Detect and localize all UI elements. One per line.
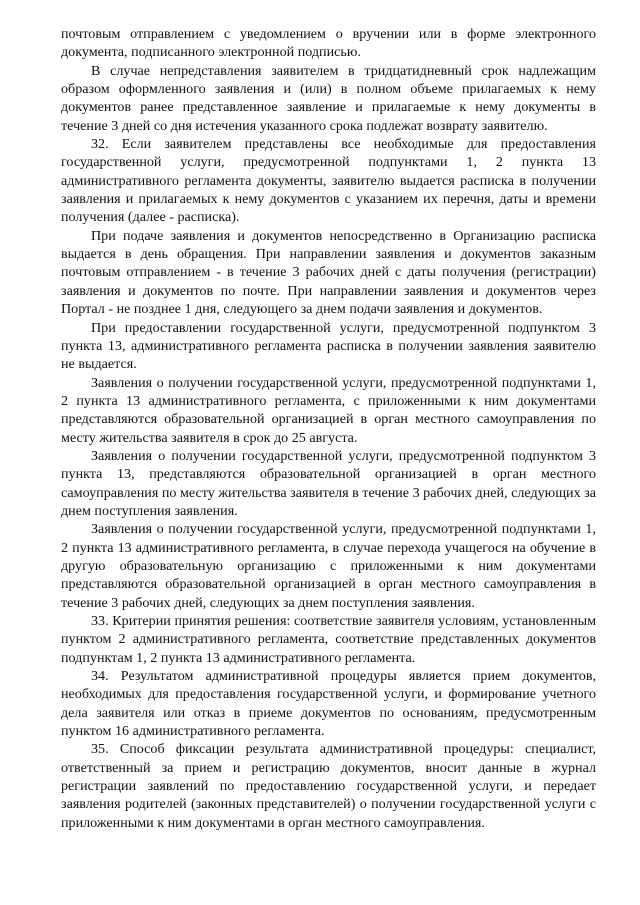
paragraph-33-criteria: 33. Критерии принятия решения: соответствие заявителя условиям, установленным пунктом 2 административного регламента, соответствие представленных документов подпунктам 1, 2 пункта 13 административного регламента. [61, 613, 596, 666]
paragraph-transfer-case: Заявления о получении государственной услуги, предусмотренной подпунктами 1, 2 пункта 13 административного регламента, в случае перехода учащегося на обучение в другую образовательную организацию с приложенными к ним документами представляются образовательной организацией в орган местного самоуправления в течение 3 рабочих дней, следующих за днем поступления заявления. [61, 521, 596, 611]
paragraph-return-of-documents: В случае непредставления заявителем в тридцатидневный срок надлежащим образом оформленного заявления и (или) в полном объеме прилагаемых к нему документов ранее представленное заявление и прилагаемые к нему документы в течение 3 дней со дня истечения указанного срока подлежат возврату заявителю. [61, 62, 596, 134]
paragraph-submission-3-days: Заявления о получении государственной услуги, предусмотренной подпунктом 3 пункта 13, представляются образовательной организацией в орган местного самоуправления по месту жительства заявителя в течение 3 рабочих дней, следующих за днем поступления заявления. [61, 447, 596, 519]
paragraph-32-receipt: 32. Если заявителем представлены все необходимые для предоставления государственной услуги, предусмотренной подпунктами 1, 2 пункта 13 административного регламента документы, заявителю выдается расписка в получении заявления и прилагаемых к нему документов с указанием их перечня, даты и времени получения (далее - расписка). [61, 136, 596, 226]
paragraph-receipt-timing: При подаче заявления и документов непосредственно в Организацию расписка выдается в день обращения. При направлении заявления и документов заказным почтовым отправлением - в течение 3 рабочих дней с даты получения (регистрации) заявления и документов по почте. При направлении заявления и документов через Портал - не позднее 1 дня, следующего за днем подачи заявления и документов. [61, 227, 596, 318]
paragraph-submission-august: Заявления о получении государственной услуги, предусмотренной подпунктами 1, 2 пункта 13 административного регламента, с приложенными к ним документами представляются образовательной организацией в орган местного самоуправления по месту жительства заявителя в срок до 25 августа. [61, 374, 596, 446]
document-page [61, 25, 596, 832]
paragraph-no-receipt: При предоставлении государственной услуги, предусмотренной подпунктом 3 пункта 13, административного регламента расписка в получении заявления заявителю не выдается. [61, 319, 596, 373]
paragraph-continued: почтовым отправлением с уведомлением о вручении или в форме электронного документа, подписанного электронной подписью. [61, 26, 596, 61]
paragraph-34-result: 34. Результатом административной процедуры является прием документов, необходимых для предоставления государственной услуги, и формирование учетного дела заявителя или отказ в приеме документов по основаниям, предусмотренным пунктом 16 административного регламента. [61, 668, 596, 740]
paragraph-35-recording: 35. Способ фиксации результата административной процедуры: специалист, ответственный за прием и регистрацию документов, вносит данные в журнал регистрации заявлений по предоставлению государственной услуги, и передает заявления родителей (законных представителей) о получении государственной услуги с приложенными к ним документами в орган местного самоуправления. [61, 741, 596, 831]
